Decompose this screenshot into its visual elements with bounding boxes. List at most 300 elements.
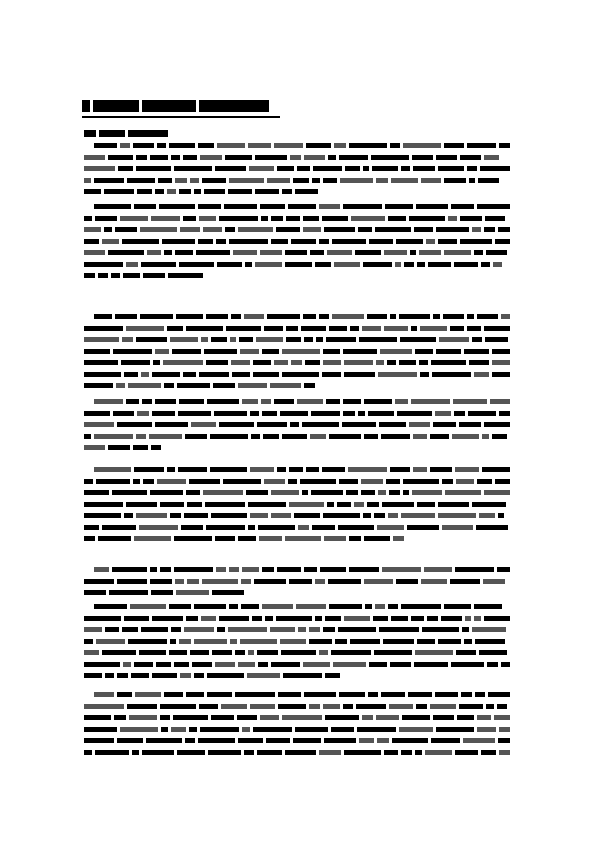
word-mark <box>189 479 220 484</box>
word-mark <box>326 399 340 404</box>
word-mark <box>240 639 277 644</box>
word-mark <box>344 616 370 621</box>
word-mark <box>285 250 307 255</box>
word-mark <box>259 536 282 541</box>
word-mark <box>303 662 330 667</box>
word-mark <box>94 314 112 319</box>
word-mark <box>155 189 164 194</box>
word-mark <box>310 250 324 255</box>
word-mark <box>456 650 476 655</box>
word-mark <box>84 422 114 427</box>
word-mark <box>152 411 175 416</box>
word-mark <box>294 513 320 518</box>
word-mark <box>472 337 482 342</box>
word-mark <box>444 178 466 183</box>
word-mark <box>351 216 385 221</box>
word-mark <box>338 627 376 632</box>
word-mark <box>84 738 114 743</box>
word-mark <box>401 604 441 609</box>
word-mark <box>117 422 152 427</box>
word-mark <box>293 738 321 743</box>
word-mark <box>425 750 452 755</box>
word-mark <box>457 715 474 720</box>
word-mark <box>297 166 310 171</box>
text-line <box>84 578 510 585</box>
word-mark <box>235 650 245 655</box>
word-mark <box>403 490 409 495</box>
word-mark <box>475 692 485 697</box>
title-glyph <box>82 100 90 112</box>
word-mark <box>433 422 456 427</box>
word-mark <box>169 604 191 609</box>
word-mark <box>217 627 225 632</box>
word-mark <box>363 513 371 518</box>
word-mark <box>204 189 225 194</box>
word-mark <box>329 326 347 331</box>
word-mark <box>413 434 427 439</box>
word-mark <box>128 383 161 388</box>
word-mark <box>124 513 133 518</box>
word-mark <box>400 337 436 342</box>
word-mark <box>123 273 140 278</box>
word-mark <box>129 715 157 720</box>
word-mark <box>324 738 356 743</box>
word-mark <box>124 616 149 621</box>
word-mark <box>343 411 355 416</box>
word-mark <box>421 579 447 584</box>
word-mark <box>84 662 120 667</box>
word-mark <box>157 143 166 148</box>
word-mark <box>187 579 199 584</box>
word-mark <box>117 738 143 743</box>
word-mark <box>124 372 138 377</box>
word-mark <box>327 250 352 255</box>
word-mark <box>488 692 510 697</box>
word-mark <box>454 262 478 267</box>
word-mark <box>164 692 183 697</box>
word-mark <box>302 490 308 495</box>
word-mark <box>417 502 435 507</box>
word-mark <box>472 227 481 232</box>
word-mark <box>249 166 274 171</box>
word-mark <box>176 314 203 319</box>
word-mark <box>238 662 255 667</box>
word-mark <box>215 536 235 541</box>
word-mark <box>276 616 312 621</box>
text-line <box>84 410 510 417</box>
word-mark <box>134 204 156 209</box>
word-mark <box>494 715 510 720</box>
word-mark <box>426 239 435 244</box>
word-mark <box>319 650 328 655</box>
word-mark <box>184 627 214 632</box>
word-mark <box>274 143 303 148</box>
word-mark <box>267 314 300 319</box>
word-mark <box>134 662 153 667</box>
word-mark <box>84 616 121 621</box>
word-mark <box>295 189 318 194</box>
word-mark <box>253 372 279 377</box>
word-mark <box>179 262 214 267</box>
word-mark <box>251 434 260 439</box>
word-mark <box>201 337 208 342</box>
word-mark <box>253 727 292 732</box>
word-mark <box>246 490 268 495</box>
word-mark <box>84 579 114 584</box>
word-mark <box>358 411 365 416</box>
word-mark <box>438 502 469 507</box>
word-mark <box>140 227 177 232</box>
word-mark <box>374 513 385 518</box>
word-mark <box>422 627 459 632</box>
word-mark <box>332 314 364 319</box>
word-mark <box>157 479 186 484</box>
word-mark <box>435 411 451 416</box>
word-mark <box>402 715 430 720</box>
word-mark <box>122 627 138 632</box>
word-mark <box>216 239 226 244</box>
word-mark <box>390 143 400 148</box>
text-line <box>84 359 510 366</box>
word-mark <box>477 727 496 732</box>
word-mark <box>477 715 491 720</box>
word-mark <box>137 189 152 194</box>
word-mark <box>140 314 173 319</box>
word-mark <box>171 727 186 732</box>
word-mark <box>156 662 171 667</box>
word-mark <box>323 704 340 709</box>
text-line <box>84 524 510 531</box>
word-mark <box>94 692 114 697</box>
word-mark <box>390 662 411 667</box>
word-mark <box>231 314 241 319</box>
word-mark <box>499 143 510 148</box>
word-mark <box>313 166 342 171</box>
word-mark <box>230 337 236 342</box>
word-mark <box>177 383 210 388</box>
word-mark <box>151 445 161 450</box>
word-mark <box>96 639 125 644</box>
word-mark <box>415 650 453 655</box>
word-mark <box>493 262 502 267</box>
word-mark <box>358 227 372 232</box>
word-mark <box>250 411 259 416</box>
word-mark <box>96 479 130 484</box>
word-mark <box>455 467 479 472</box>
word-mark <box>467 143 496 148</box>
word-mark <box>323 513 360 518</box>
word-mark <box>315 262 331 267</box>
word-mark <box>383 639 414 644</box>
word-mark <box>482 467 510 472</box>
word-mark <box>438 166 464 171</box>
text-line <box>84 703 510 710</box>
word-mark <box>483 579 505 584</box>
word-mark <box>212 590 244 595</box>
word-mark <box>84 727 117 732</box>
word-mark <box>464 349 489 354</box>
word-mark <box>298 525 309 530</box>
text-line <box>84 238 510 245</box>
word-mark <box>120 143 130 148</box>
word-mark <box>350 639 380 644</box>
word-mark <box>200 727 239 732</box>
word-mark <box>84 513 121 518</box>
word-mark <box>158 178 172 183</box>
word-mark <box>84 445 105 450</box>
word-mark <box>448 216 457 221</box>
text-line <box>84 691 520 698</box>
word-mark <box>238 536 256 541</box>
word-mark <box>235 692 275 697</box>
word-mark <box>325 673 340 678</box>
word-mark <box>176 590 209 595</box>
word-mark <box>204 349 237 354</box>
word-mark <box>472 502 506 507</box>
word-mark <box>219 422 254 427</box>
word-mark <box>128 639 167 644</box>
word-mark <box>295 727 328 732</box>
word-mark <box>485 216 505 221</box>
word-mark <box>389 490 400 495</box>
word-mark <box>115 227 137 232</box>
word-mark <box>84 502 123 507</box>
word-mark <box>381 434 410 439</box>
word-mark <box>194 639 227 644</box>
word-mark <box>328 579 361 584</box>
word-mark <box>160 567 171 572</box>
word-mark <box>306 143 331 148</box>
word-mark <box>257 650 278 655</box>
word-mark <box>380 349 412 354</box>
word-mark <box>134 536 171 541</box>
text-line <box>84 226 510 233</box>
word-mark <box>113 411 134 416</box>
text-line <box>84 466 520 473</box>
text-line <box>84 603 520 610</box>
word-mark <box>122 337 133 342</box>
word-mark <box>271 513 291 518</box>
word-mark <box>136 155 147 160</box>
word-mark <box>127 704 157 709</box>
word-mark <box>108 445 130 450</box>
word-mark <box>211 715 234 720</box>
word-mark <box>159 204 195 209</box>
word-mark <box>433 314 440 319</box>
word-mark <box>391 178 418 183</box>
word-mark <box>151 590 173 595</box>
word-mark <box>223 479 261 484</box>
word-mark <box>451 204 474 209</box>
word-mark <box>442 525 473 530</box>
word-mark <box>278 704 306 709</box>
word-mark <box>441 616 462 621</box>
word-mark <box>84 434 91 439</box>
word-mark <box>381 692 405 697</box>
word-mark <box>322 467 345 472</box>
word-mark <box>498 738 510 743</box>
text-line <box>84 261 510 268</box>
word-mark <box>84 673 102 678</box>
word-mark <box>419 360 428 365</box>
word-mark <box>452 434 479 439</box>
word-mark <box>202 579 238 584</box>
word-mark <box>303 227 321 232</box>
word-mark <box>486 704 494 709</box>
word-mark <box>114 715 126 720</box>
word-mark <box>288 204 316 209</box>
text-line <box>84 615 510 622</box>
word-mark <box>392 738 428 743</box>
word-mark <box>250 467 274 472</box>
word-mark <box>386 479 400 484</box>
word-mark <box>170 337 198 342</box>
word-mark <box>173 715 208 720</box>
text-line <box>84 589 510 596</box>
word-mark <box>172 349 201 354</box>
word-mark <box>322 216 348 221</box>
word-mark <box>278 692 301 697</box>
word-mark <box>266 738 290 743</box>
word-mark <box>206 360 228 365</box>
word-mark <box>498 513 504 518</box>
word-mark <box>248 525 255 530</box>
word-mark <box>267 178 290 183</box>
word-mark <box>283 673 322 678</box>
word-mark <box>492 434 507 439</box>
word-mark <box>421 178 441 183</box>
word-mark <box>257 422 287 427</box>
word-mark <box>325 616 341 621</box>
word-mark <box>304 567 317 572</box>
word-mark <box>399 360 416 365</box>
word-mark <box>270 627 295 632</box>
word-mark <box>291 239 316 244</box>
word-mark <box>340 178 373 183</box>
word-mark <box>481 750 496 755</box>
word-mark <box>241 604 259 609</box>
word-mark <box>368 411 394 416</box>
word-mark <box>261 216 268 221</box>
word-mark <box>133 445 148 450</box>
word-mark <box>178 467 207 472</box>
word-mark <box>186 326 223 331</box>
word-mark <box>395 262 401 267</box>
word-mark <box>207 399 239 404</box>
word-mark <box>499 727 510 732</box>
word-mark <box>255 189 279 194</box>
word-mark <box>240 349 259 354</box>
word-mark <box>84 349 110 354</box>
word-mark <box>162 239 195 244</box>
word-mark <box>382 567 421 572</box>
word-mark <box>362 715 373 720</box>
text-line <box>84 661 510 668</box>
word-mark <box>260 715 279 720</box>
word-mark <box>265 616 273 621</box>
word-mark <box>355 250 381 255</box>
word-mark <box>126 502 157 507</box>
word-mark <box>264 326 283 331</box>
word-mark <box>108 155 133 160</box>
word-mark <box>146 738 182 743</box>
word-mark <box>276 227 300 232</box>
word-mark <box>198 239 213 244</box>
word-mark <box>132 750 139 755</box>
word-mark <box>84 715 111 720</box>
text-line <box>84 325 510 332</box>
word-mark <box>376 360 384 365</box>
word-mark <box>274 399 294 404</box>
word-mark <box>450 579 480 584</box>
word-mark <box>474 250 483 255</box>
word-mark <box>359 738 374 743</box>
word-mark <box>333 662 366 667</box>
word-mark <box>126 399 139 404</box>
word-mark <box>401 513 435 518</box>
word-mark <box>143 273 165 278</box>
word-mark <box>94 604 127 609</box>
word-mark <box>304 337 313 342</box>
word-mark <box>155 422 188 427</box>
word-mark <box>495 479 510 484</box>
word-mark <box>150 155 168 160</box>
word-mark <box>297 399 323 404</box>
word-mark <box>214 411 247 416</box>
word-mark <box>477 204 510 209</box>
word-mark <box>282 434 307 439</box>
word-mark <box>432 372 471 377</box>
word-mark <box>231 360 250 365</box>
word-mark <box>215 166 246 171</box>
heading-glyph <box>128 130 168 137</box>
word-mark <box>94 567 109 572</box>
word-mark <box>481 262 490 267</box>
word-mark <box>242 567 259 572</box>
word-mark <box>438 239 457 244</box>
word-mark <box>399 314 430 319</box>
word-mark <box>95 216 117 221</box>
word-mark <box>415 349 433 354</box>
word-mark <box>282 349 320 354</box>
word-mark <box>390 314 396 319</box>
word-mark <box>217 262 242 267</box>
word-mark <box>415 750 422 755</box>
word-mark <box>161 727 168 732</box>
word-mark <box>311 411 340 416</box>
word-mark <box>412 490 442 495</box>
word-mark <box>444 604 471 609</box>
word-mark <box>253 360 271 365</box>
word-mark <box>296 604 326 609</box>
word-mark <box>282 189 292 194</box>
word-mark <box>344 372 375 377</box>
text-line <box>84 444 510 451</box>
word-mark <box>339 155 368 160</box>
word-mark <box>98 536 131 541</box>
word-mark <box>499 411 510 416</box>
word-mark <box>248 502 286 507</box>
word-mark <box>95 750 129 755</box>
word-mark <box>413 467 427 472</box>
word-mark <box>126 262 138 267</box>
text-line <box>84 272 510 279</box>
word-mark <box>396 579 418 584</box>
word-mark <box>461 692 472 697</box>
word-mark <box>242 727 250 732</box>
word-mark <box>305 360 320 365</box>
word-mark <box>171 155 180 160</box>
